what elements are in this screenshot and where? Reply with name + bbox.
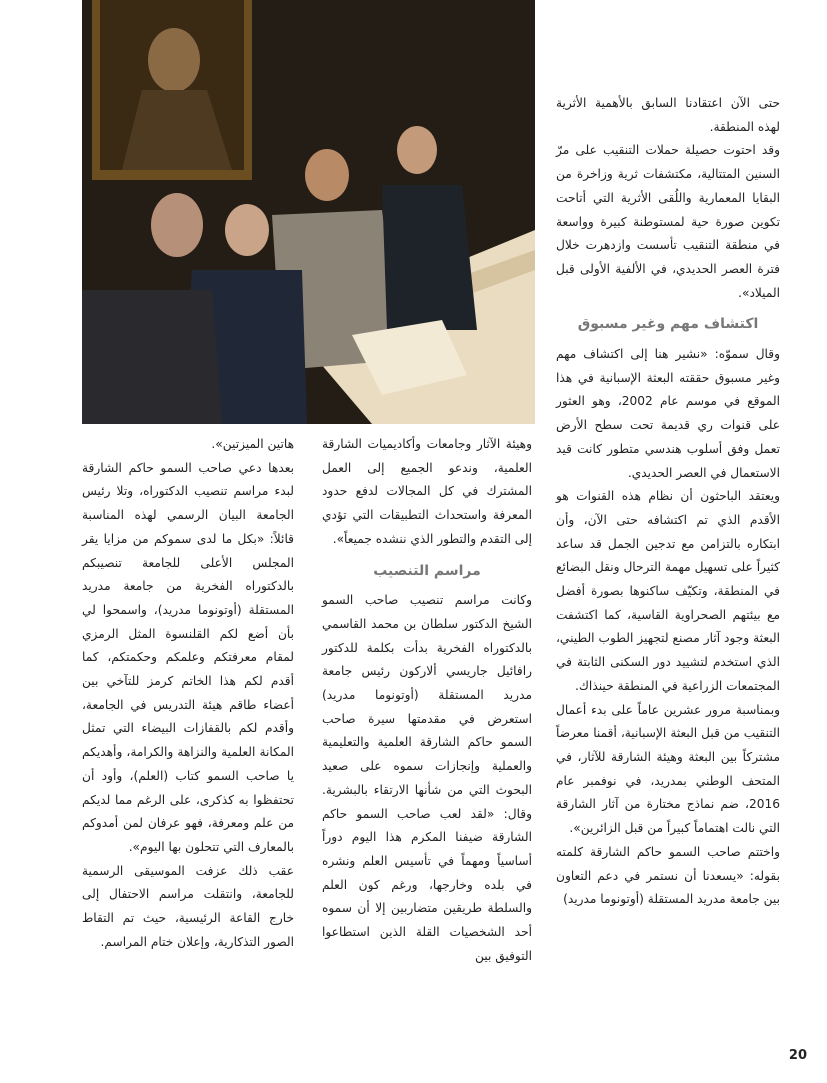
paragraph: وقال سموّه: «نشير هنا إلى اكتشاف مهم وغير مسبوق حققته البعثة الإسبانية في هذا الموقع في موسم عام 2002، وهو العثور على قنوات ري قديمة تحت سطح الأرض تعمل وفق أسلوب هندسي متطور كانت قيد الاستعمال في العصر الحديدي.: [556, 347, 780, 480]
photo-image: [82, 0, 535, 424]
paragraph: هاتين الميزتين».: [211, 437, 294, 451]
column-middle: [322, 433, 532, 968]
article-photo: [82, 0, 535, 424]
column-right: [556, 92, 780, 912]
paragraph: واختتم صاحب السمو حاكم الشارقة كلمته بقوله: «يسعدنا أن نستمر في دعم التعاون بين جامعة مدريد المستقلة (أوتونوما مدريد): [556, 844, 780, 907]
page-number: 20: [788, 1048, 807, 1063]
paragraph: عقب ذلك عزفت الموسيقى الرسمية للجامعة، وانتقلت مراسم الاحتفال إلى خارج القاعة الرئيسية، حيث تم التقاط الصور التذكارية، وإعلان ختام المراسم.: [82, 863, 294, 949]
section-heading: اكتشاف مهم وغير مسبوق: [577, 316, 759, 333]
paragraph: وكانت مراسم تنصيب صاحب السمو الشيخ الدكتور سلطان بن محمد القاسمي بالدكتوراه الفخرية بدأت بكلمة للدكتور رافائيل جاريسي ألاركون رئيس جامعة مدريد المستقلة (أوتونوما مدريد) استعرض في مقدمتها سيرة صاحب السمو حاكم الشارقة العلمية والتعليمية والعملية وإنجازات سموه على صعيد البحوث التي من شأنها الارتقاء بالبشرية. وقال: «لقد لعب صاحب السمو حاكم الشارقة ضيفنا المكرم هذا اليوم دوراً أساسياً ومهماً في تأسيس العلم ونشره في بلده وخارجها، ورغم كون العلم والسلطة طريقين متضاربين إلا أن سموه أحد الشخصيات القلة الذين استطاعوا التوفيق بين: [322, 593, 532, 963]
paragraph: وهيئة الآثار وجامعات وأكاديميات الشارقة العلمية، وندعو الجميع إلى العمل المشترك في كل المجالات لدفع حدود المعرفة واستحداث التطبيقات التي تؤدي إلى التقدم والتطور الذي ننشده جميعاً».: [322, 437, 532, 546]
paragraph: وبمناسبة مرور عشرين عاماً على بدء أعمال التنقيب من قبل البعثة الإسبانية، أقمنا معرضاً مشتركاً بين البعثة وهيئة الشارقة للآثار، في المتحف الوطني بمدريد، في نوفمبر عام 2016، ضم نماذج مختارة من آثار الشارقة التي نالت اهتماماً كبيراً من قبل الزائرين».: [556, 702, 780, 836]
paragraph: حتى الآن اعتقادنا السابق بالأهمية الأثرية لهذه المنطقة.: [556, 96, 780, 134]
paragraph: وقد احتوت حصيلة حملات التنقيب على مرّ السنين المتتالية، مكتشفات ثرية وزاخرة من البقايا المعمارية واللُقى الأثرية التي أتاحت تكوين صورة حية لمستوطنة كبيرة وواسعة في منطقة التنقيب تأسست وازدهرت خلال فترة العصر الحديدي، في الألفية الأولى قبل الميلاد».: [556, 143, 780, 300]
section-heading: مراسم التنصيب: [373, 562, 481, 579]
paragraph: ويعتقد الباحثون أن نظام هذه القنوات هو الأقدم الذي تم اكتشافه حتى الآن، وأن ابتكاره بالتزامن مع تدجين الجمل قد ساعد كثيراً على تسهيل مهمة الترحال ونقل البضائع في المنطقة، وتكيّف ساكنوها بصورة أفضل مع بيئتهم الصحراوية القاسية، كما اكتشفت البعثة وجود آثار مصنع لتجهيز الطوب الطيني، الذي استخدم لتشييد دور السكنى الثابتة في المجتمعات الزراعية في المنطقة حينذاك.: [556, 489, 780, 693]
column-left: [82, 433, 294, 954]
paragraph: بعدها دعي صاحب السمو حاكم الشارقة لبدء مراسم تنصيب الدكتوراه، وتلا رئيس الجامعة البيان الرسمي لهذه المناسبة قائلاً: «بكل ما لدى سموكم من مزايا يقر المجلس الأعلى للجامعة تنصيبكم بالدكتوراه الفخرية من جامعة مدريد المستقلة (أوتونوما مدريد)، واسمحوا لي بأن أضع لكم القلنسوة المثل الرمزي لمقام معرفتكم وعلمكم وحكمتكم، كما أقدم لكم هذا الخاتم كرمز للتآخي بين أعضاء طاقم هيئة التدريس في الجامعة، وأقدم لكم بالقفازات البيضاء التي تمثل المكانة العلمية والنزاهة والكرامة، وأهديكم يا صاحب السمو كتاب (العلم)، وأود أن تحتفظوا به كذكرى، على الرغم مما لديكم من علم ومعرفة، فهو عرفان لمن أمدوكم بالمعارف التي تتحلون بها اليوم».: [82, 460, 294, 854]
